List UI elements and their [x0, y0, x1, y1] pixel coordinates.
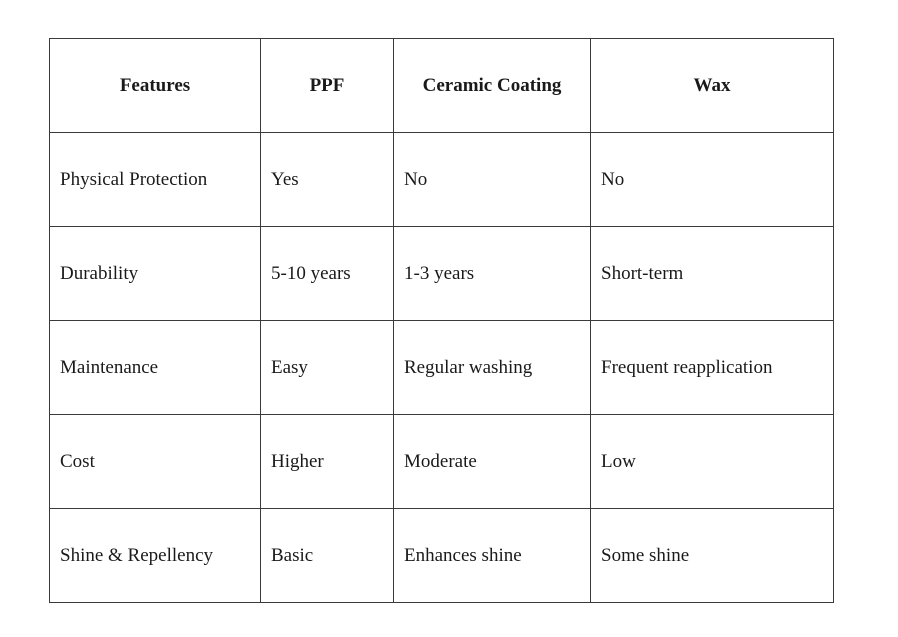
table-row: [50, 321, 834, 415]
header-wax: Wax: [591, 39, 834, 133]
cell-ppf: 5-10 years: [261, 227, 394, 321]
row-feature-label: Shine & Repellency: [50, 509, 261, 603]
cell-ceramic-coating: Enhances shine: [394, 509, 591, 603]
table-header-row: [50, 39, 834, 133]
cell-ceramic-coating: Regular washing: [394, 321, 591, 415]
header-ceramic-coating: Ceramic Coating: [394, 39, 591, 133]
header-features: Features: [50, 39, 261, 133]
cell-ceramic-coating: No: [394, 133, 591, 227]
table-row: [50, 133, 834, 227]
cell-wax: Low: [591, 415, 834, 509]
cell-ppf: Higher: [261, 415, 394, 509]
header-ppf: PPF: [261, 39, 394, 133]
cell-ceramic-coating: 1-3 years: [394, 227, 591, 321]
cell-ppf: Easy: [261, 321, 394, 415]
row-feature-label: Physical Protection: [50, 133, 261, 227]
comparison-table: [49, 38, 834, 603]
cell-ppf: Basic: [261, 509, 394, 603]
table-row: [50, 227, 834, 321]
row-feature-label: Maintenance: [50, 321, 261, 415]
cell-wax: Short-term: [591, 227, 834, 321]
table-row: [50, 415, 834, 509]
cell-wax: Some shine: [591, 509, 834, 603]
cell-wax: No: [591, 133, 834, 227]
table-row: [50, 509, 834, 603]
row-feature-label: Durability: [50, 227, 261, 321]
cell-ceramic-coating: Moderate: [394, 415, 591, 509]
cell-ppf: Yes: [261, 133, 394, 227]
row-feature-label: Cost: [50, 415, 261, 509]
cell-wax: Frequent reapplication: [591, 321, 834, 415]
